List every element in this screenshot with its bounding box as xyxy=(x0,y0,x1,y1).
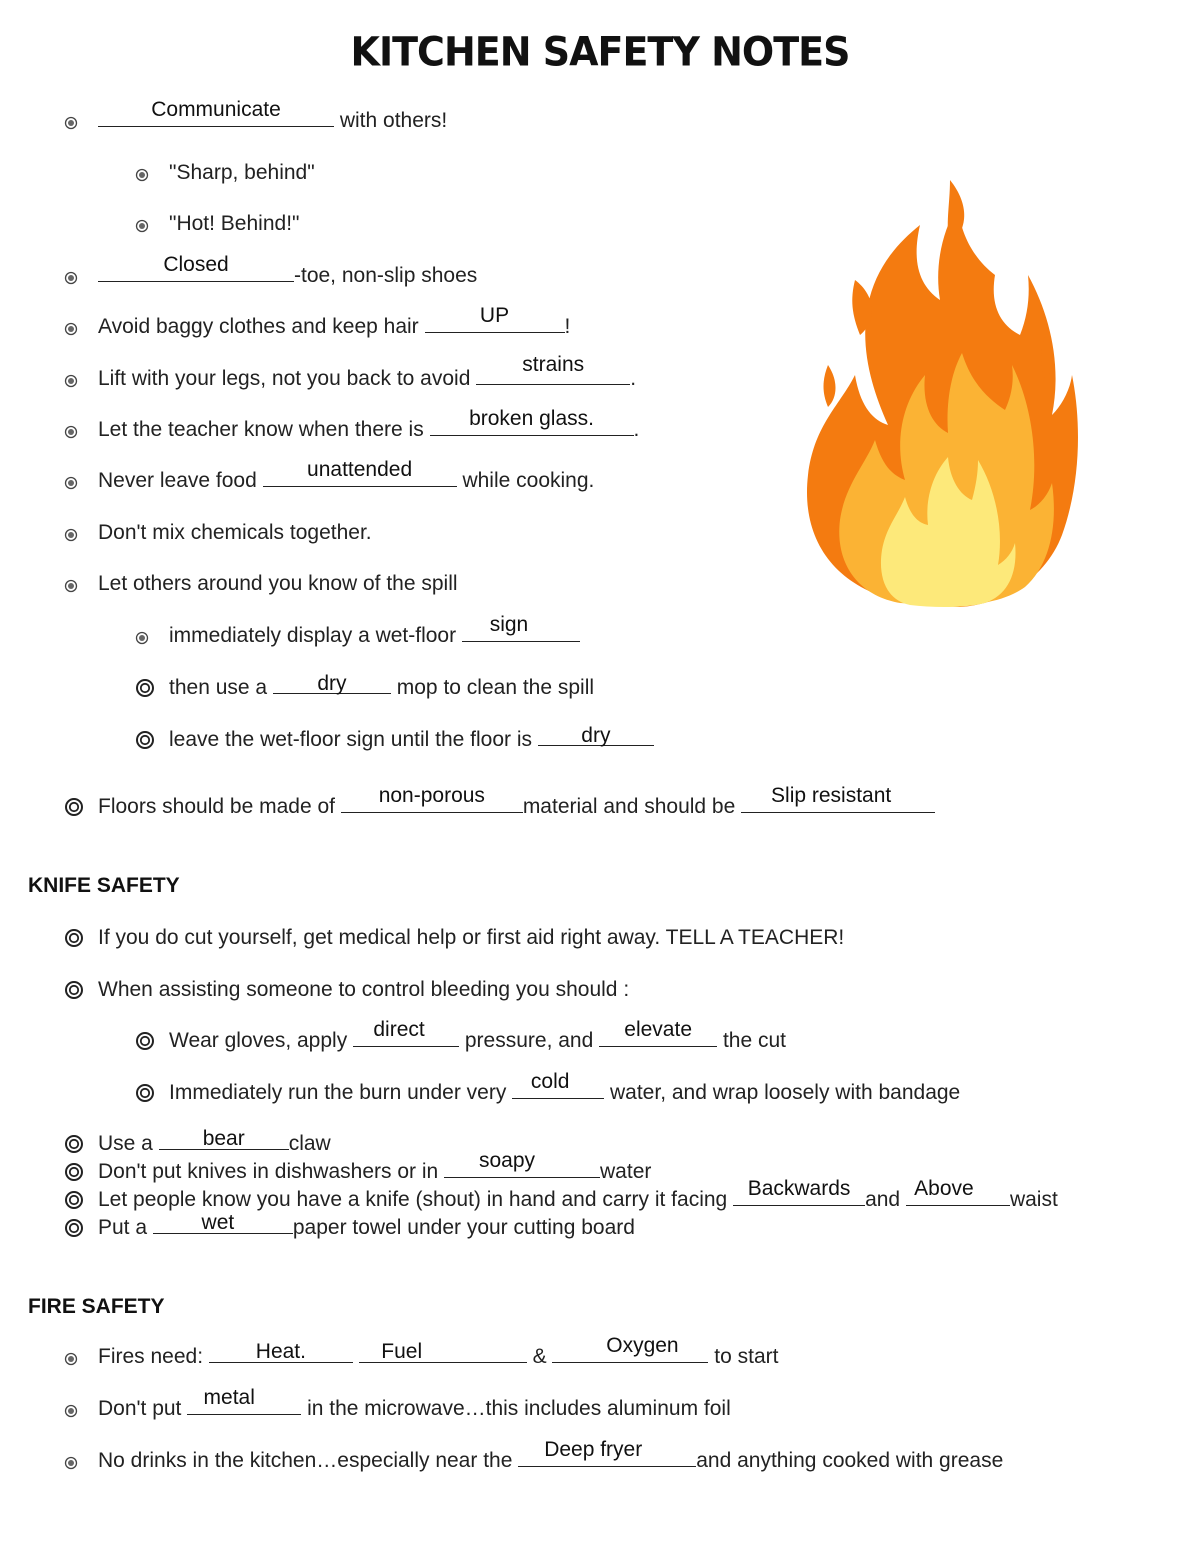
item-text: mop to clean the spill xyxy=(390,676,595,699)
answer-blank xyxy=(462,613,580,642)
list-item: Let others around you know of the spill xyxy=(98,572,458,595)
item-text: leave the wet-floor sign until the floor is xyxy=(169,728,538,751)
section-heading: KNIFE SAFETY xyxy=(28,874,180,897)
answer-blank xyxy=(733,1177,865,1206)
list-item xyxy=(98,353,637,392)
answer-text: dry xyxy=(581,724,611,747)
answer-text: Heat. xyxy=(255,1340,306,1363)
fire-icon xyxy=(800,175,1080,610)
answer-blank xyxy=(476,353,630,385)
target-bullet-icon xyxy=(64,476,78,490)
list-item: "Sharp, behind" xyxy=(169,161,315,184)
item-text: the cut xyxy=(717,1029,787,1052)
target-bullet-icon xyxy=(64,528,78,542)
answer-blank xyxy=(273,672,391,695)
answer-blank xyxy=(518,1438,696,1467)
page-title: KITCHEN SAFETY NOTES xyxy=(350,28,850,76)
answer-blank xyxy=(263,458,457,487)
answer-blank xyxy=(353,1018,459,1047)
list-item xyxy=(98,1127,331,1157)
ring-bullet-icon xyxy=(64,1190,84,1210)
answer-blank xyxy=(341,784,523,813)
ring-bullet-icon xyxy=(64,1134,84,1154)
item-text: waist xyxy=(1009,1188,1058,1211)
answer-text: direct xyxy=(373,1018,425,1041)
target-bullet-icon xyxy=(64,1352,78,1366)
list-item: When assisting someone to control bleeding you should : xyxy=(98,978,630,1001)
list-item: "Hot! Behind!" xyxy=(169,212,300,235)
item-text: No drinks in the kitchen…especially near the xyxy=(98,1449,519,1472)
target-bullet-icon xyxy=(64,322,78,336)
item-text: Floors should be made of xyxy=(98,795,341,818)
item-text: and anything cooked with grease xyxy=(696,1449,1004,1472)
item-text: Put a xyxy=(98,1216,153,1239)
ring-bullet-icon xyxy=(64,797,84,817)
item-text: Avoid baggy clothes and keep hair xyxy=(98,315,425,338)
list-item xyxy=(169,724,654,753)
answer-text: Communicate xyxy=(151,98,281,121)
answer-text: elevate xyxy=(624,1018,692,1041)
answer-text: Fuel xyxy=(381,1340,423,1363)
list-item xyxy=(98,1438,1004,1474)
answer-blank xyxy=(906,1177,1010,1206)
answer-blank xyxy=(98,98,334,127)
answer-blank xyxy=(187,1386,301,1415)
list-item xyxy=(98,407,640,443)
answer-text: broken glass. xyxy=(469,407,594,430)
item-text: material and should be xyxy=(522,795,742,818)
answer-text: strains xyxy=(522,353,585,376)
answer-blank xyxy=(209,1340,353,1363)
item-text: Immediately run the burn under very xyxy=(169,1081,513,1104)
item-text: claw xyxy=(288,1132,331,1155)
target-bullet-icon xyxy=(64,1404,78,1418)
list-item xyxy=(169,672,595,701)
item-text: Use a xyxy=(98,1132,159,1155)
answer-text: unattended xyxy=(307,458,413,481)
answer-text: Backwards xyxy=(747,1177,851,1200)
list-item xyxy=(98,458,595,494)
list-item xyxy=(98,98,448,134)
item-text: -toe, non-slip shoes xyxy=(294,264,478,287)
item-text: with others! xyxy=(334,109,448,132)
list-item: Don't mix chemicals together. xyxy=(98,521,372,544)
target-bullet-icon xyxy=(64,1456,78,1470)
ring-bullet-icon xyxy=(135,730,155,750)
answer-text: Oxygen xyxy=(606,1334,679,1357)
answer-blank xyxy=(444,1149,600,1178)
list-item xyxy=(98,1386,731,1422)
target-bullet-icon xyxy=(64,271,78,285)
answer-text: metal xyxy=(203,1386,255,1409)
ring-bullet-icon xyxy=(135,1083,155,1103)
item-text: Don't put knives in dishwashers or in xyxy=(98,1160,445,1183)
answer-blank xyxy=(159,1127,289,1150)
item-text: Lift with your legs, not you back to avoid xyxy=(98,367,477,390)
answer-blank xyxy=(741,784,935,813)
item-text: Wear gloves, apply xyxy=(169,1029,354,1052)
ring-bullet-icon xyxy=(64,980,84,1000)
list-item xyxy=(98,784,935,820)
item-text: water xyxy=(600,1160,652,1183)
answer-text: bear xyxy=(202,1127,245,1150)
answer-text: cold xyxy=(530,1070,570,1093)
item-text: while cooking. xyxy=(456,469,595,492)
answer-text: sign xyxy=(489,613,529,636)
answer-blank xyxy=(599,1018,717,1047)
item-text: Let the teacher know when there is xyxy=(98,418,430,441)
answer-text: Closed xyxy=(163,253,229,276)
ring-bullet-icon xyxy=(64,1218,84,1238)
ring-bullet-icon xyxy=(64,928,84,948)
ring-bullet-icon xyxy=(64,1162,84,1182)
section-heading: FIRE SAFETY xyxy=(28,1295,165,1318)
item-text: . xyxy=(630,367,637,390)
answer-text: UP xyxy=(479,304,510,327)
answer-blank xyxy=(512,1070,604,1099)
item-text: water, and wrap loosely with bandage xyxy=(604,1081,961,1104)
answer-blank xyxy=(552,1334,708,1363)
answer-blank xyxy=(153,1211,293,1234)
list-item xyxy=(98,253,478,289)
answer-text: Deep fryer xyxy=(544,1438,643,1461)
item-text: paper towel under your cutting board xyxy=(292,1216,635,1239)
item-text: Never leave food xyxy=(98,469,263,492)
target-bullet-icon xyxy=(64,579,78,593)
item-text: . xyxy=(633,418,640,441)
target-bullet-icon xyxy=(135,219,149,233)
answer-blank xyxy=(538,724,654,747)
list-item xyxy=(98,1211,635,1241)
target-bullet-icon xyxy=(64,116,78,130)
item-text: ! xyxy=(564,315,571,338)
item-text: Let people know you have a knife (shout) in hand and carry it facing xyxy=(98,1188,734,1211)
item-text: and xyxy=(865,1188,906,1211)
answer-blank xyxy=(359,1340,527,1363)
list-item xyxy=(98,1334,779,1370)
item-text: then use a xyxy=(169,676,273,699)
item-text: immediately display a wet-floor xyxy=(169,624,462,647)
list-item xyxy=(98,1149,652,1185)
ring-bullet-icon xyxy=(135,678,155,698)
answer-text: wet xyxy=(201,1211,235,1234)
item-text: Don't put xyxy=(98,1397,188,1420)
item-text: to start xyxy=(708,1345,779,1368)
list-item xyxy=(169,1070,961,1106)
answer-blank xyxy=(98,253,294,282)
item-text: Fires need: xyxy=(98,1345,209,1368)
target-bullet-icon xyxy=(135,631,149,645)
answer-text: dry xyxy=(317,672,347,695)
answer-text: non-porous xyxy=(378,784,485,807)
answer-text: soapy xyxy=(478,1149,536,1172)
item-text: in the microwave…this includes aluminum foil xyxy=(301,1397,731,1420)
answer-blank xyxy=(430,407,634,436)
list-item xyxy=(169,613,580,649)
item-text: pressure, and xyxy=(459,1029,600,1052)
ring-bullet-icon xyxy=(135,1031,155,1051)
target-bullet-icon xyxy=(135,168,149,182)
answer-text: Above xyxy=(914,1177,974,1200)
list-item: If you do cut yourself, get medical help or first aid right away. TELL A TEACHER! xyxy=(98,926,845,949)
list-item xyxy=(98,304,571,340)
item-text: & xyxy=(526,1345,553,1368)
answer-text: Slip resistant xyxy=(771,784,892,807)
list-item xyxy=(169,1018,787,1054)
answer-blank xyxy=(425,304,565,333)
target-bullet-icon xyxy=(64,374,78,388)
target-bullet-icon xyxy=(64,425,78,439)
